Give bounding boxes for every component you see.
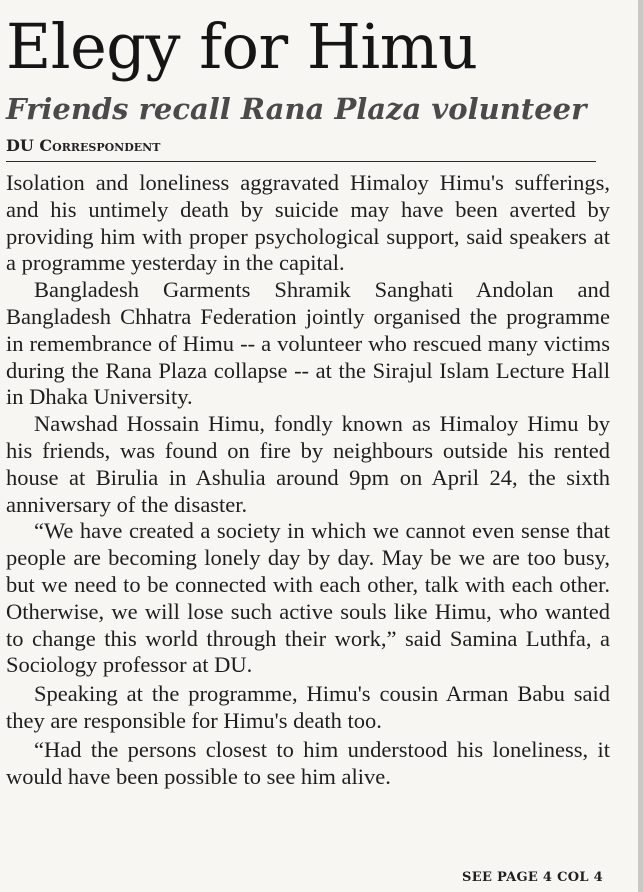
- continued-on-page-note: SEE PAGE 4 COL 4: [462, 870, 603, 885]
- byline: DU Correspondent: [6, 136, 596, 162]
- paragraph-5: Speaking at the programme, Himu's cousin Arman Babu said they are responsible for Himu's death too.: [6, 681, 610, 733]
- paragraph-4: “We have created a society in which we cannot even sense that people are becoming lonely day by day. May be we are too busy, but we need to be connected with each other, talk with each other. Otherwise, we will lose such active souls like Himu, who wanted to change this world through their work,” said Samina Luthfa, a Sociology professor at DU.: [6, 518, 610, 678]
- paragraph-2: Bangladesh Garments Shramik Sanghati Andolan and Bangladesh Chhatra Federation jointly organised the programme in remembrance of Himu -- a volunteer who rescued many victims during the Rana Plaza collapse -- at the Sirajul Islam Lecture Hall in Dhaka University.: [6, 277, 610, 410]
- paragraph-6: “Had the persons closest to him understood his loneliness, it would have been possible to see him alive.: [6, 736, 610, 789]
- article-body: [6, 170, 610, 790]
- paragraph-1: Isolation and loneliness aggravated Himaloy Himu's sufferings, and his untimely death by suicide may have been averted by providing him with proper psychological support, said speakers at a programme yesterday in the capital.: [6, 170, 610, 276]
- subheadline: Friends recall Rana Plaza volunteer: [6, 92, 587, 126]
- paragraph-3: Nawshad Hossain Himu, fondly known as Himaloy Himu by his friends, was found on fire by neighbours outside his rented house at Birulia in Ashulia around 9pm on April 24, the sixth anniversary of the disaster.: [6, 411, 610, 517]
- page-edge: [638, 0, 643, 892]
- headline: Elegy for Himu: [6, 10, 478, 83]
